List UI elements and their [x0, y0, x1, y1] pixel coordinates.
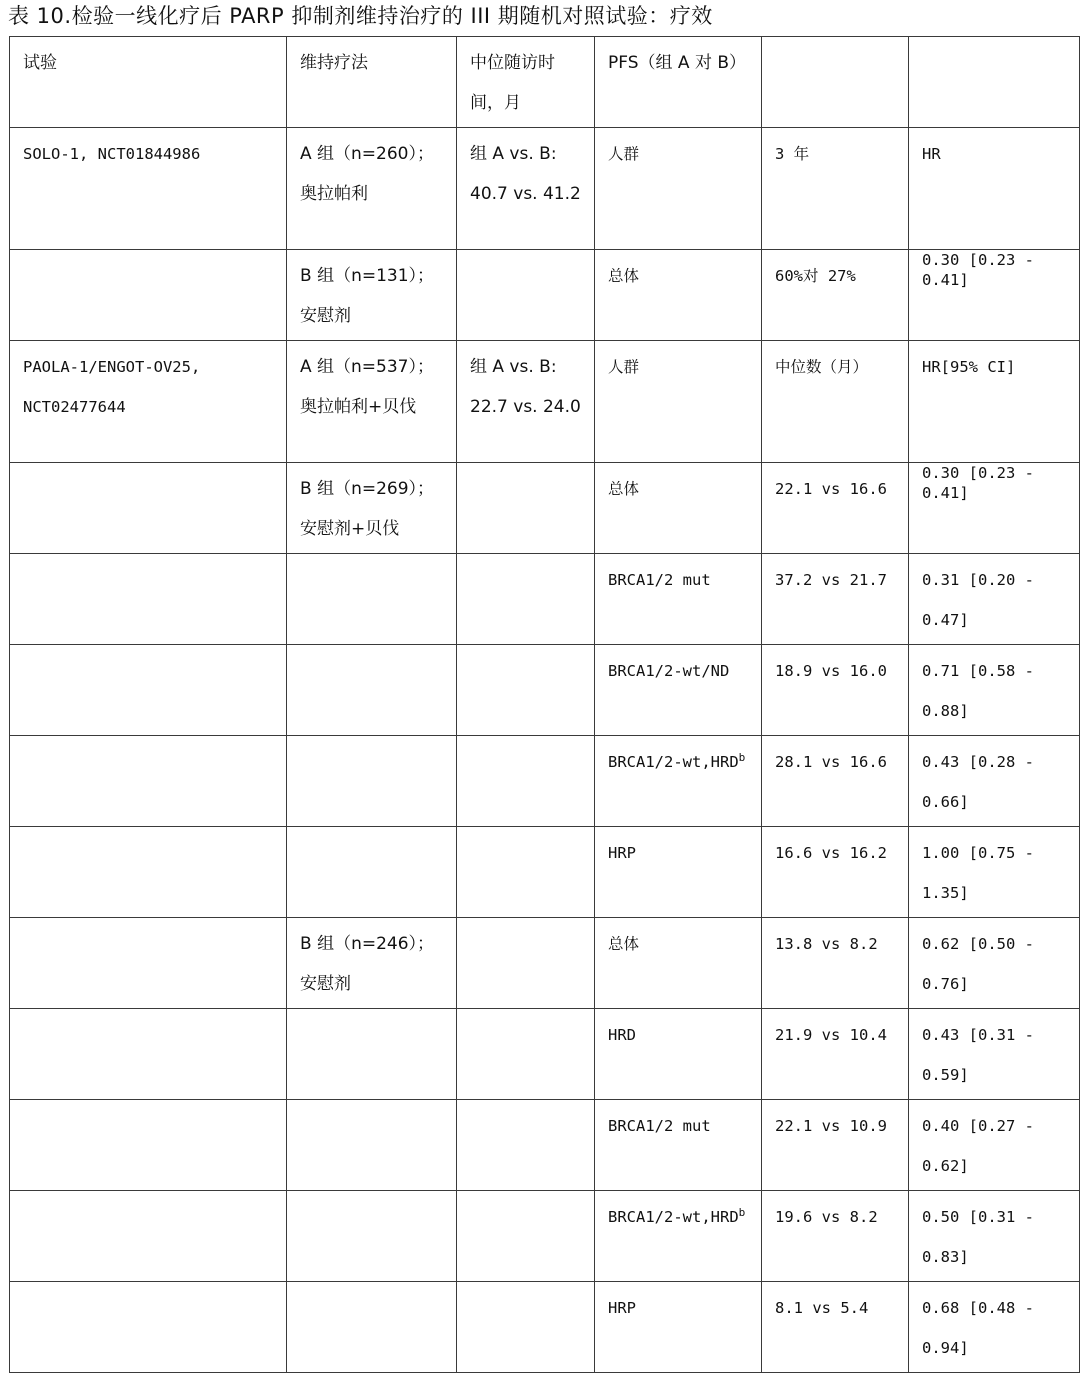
cell-hr: [909, 918, 1080, 1009]
cell-value: [762, 645, 909, 736]
cell-hr: [909, 736, 1080, 827]
cell-hr-text: HR[95% CI]: [922, 358, 1016, 376]
cell-value-text: 8.1 vs 5.4: [775, 1299, 869, 1317]
cell-therapy: [287, 1282, 457, 1373]
cell-hr-text: 0.43 [0.28 - 0.66]: [922, 753, 1034, 811]
cell-hr: [909, 827, 1080, 918]
cell-population: [595, 645, 762, 736]
cell-therapy: [287, 918, 457, 1009]
cell-trial: [10, 1191, 287, 1282]
cell-followup: [457, 1100, 595, 1191]
cell-population-text: HRD: [608, 1026, 636, 1044]
cell-followup: [457, 250, 595, 341]
cell-therapy-text: B 组（n=131）；安慰剂: [300, 266, 435, 326]
cell-population-text: BRCA1/2 mut: [608, 1117, 711, 1135]
cell-hr-text: 0.31 [0.20 - 0.47]: [922, 571, 1034, 629]
cell-hr-text: 1.00 [0.75 - 1.35]: [922, 844, 1034, 902]
header-cell-trial: 试验: [10, 37, 287, 128]
cell-hr: [909, 463, 1080, 554]
cell-followup: [457, 645, 595, 736]
header-cell-pfs: PFS（组 A 对 B）: [595, 37, 762, 128]
cell-population-text: 总体: [608, 267, 640, 285]
cell-value-text: 28.1 vs 16.6: [775, 753, 887, 771]
cell-population-text: HRP: [608, 1299, 636, 1317]
cell-hr: [909, 250, 1080, 341]
cell-population: [595, 128, 762, 250]
cell-population-text: BRCA1/2-wt,HRD: [608, 753, 739, 771]
table-row: [10, 341, 1080, 463]
header-cell-followup: 中位随访时间，月: [457, 37, 595, 128]
footnote-marker: b: [738, 750, 746, 764]
cell-followup: [457, 736, 595, 827]
cell-value: [762, 1191, 909, 1282]
table-row: [10, 1191, 1080, 1282]
cell-followup: [457, 1009, 595, 1100]
cell-population-text: 人群: [608, 145, 640, 163]
cell-therapy: [287, 128, 457, 250]
cell-value: [762, 341, 909, 463]
cell-trial: [10, 1282, 287, 1373]
cell-value: [762, 1009, 909, 1100]
header-cell-empty-2: [909, 37, 1080, 128]
cell-therapy: [287, 341, 457, 463]
cell-followup: [457, 1191, 595, 1282]
cell-population-text: HRP: [608, 844, 636, 862]
cell-value-text: 60%对 27%: [775, 267, 856, 285]
cell-value: [762, 554, 909, 645]
cell-therapy-text: B 组（n=269）；安慰剂+贝伐: [300, 479, 435, 539]
footnote-marker: b: [738, 1205, 746, 1219]
cell-hr-text: HR: [922, 145, 941, 163]
cell-hr-text: 0.43 [0.31 - 0.59]: [922, 1026, 1034, 1084]
cell-followup: [457, 827, 595, 918]
cell-population: [595, 554, 762, 645]
header-row: [10, 37, 1080, 128]
cell-followup: [457, 918, 595, 1009]
cell-therapy-text: B 组（n=246）；安慰剂: [300, 934, 435, 994]
cell-followup: [457, 1282, 595, 1373]
cell-trial: [10, 645, 287, 736]
cell-population: [595, 918, 762, 1009]
cell-value-text: 22.1 vs 10.9: [775, 1117, 887, 1135]
table-row: [10, 736, 1080, 827]
cell-trial: [10, 554, 287, 645]
cell-trial-text: PAOLA-1/ENGOT-OV25, NCT02477644: [23, 358, 201, 416]
efficacy-table: [9, 36, 1080, 1373]
cell-population-text: 人群: [608, 358, 640, 376]
cell-hr: [909, 1282, 1080, 1373]
cell-population-text: BRCA1/2-wt,HRD: [608, 1208, 739, 1226]
cell-population: [595, 1100, 762, 1191]
header-cell-therapy: 维持疗法: [287, 37, 457, 128]
cell-population-text: BRCA1/2-wt/ND: [608, 662, 730, 680]
cell-hr-text: 0.71 [0.58 - 0.88]: [922, 662, 1034, 720]
cell-trial: [10, 1100, 287, 1191]
cell-trial: [10, 128, 287, 250]
cell-population: [595, 736, 762, 827]
cell-value-text: 37.2 vs 21.7: [775, 571, 887, 589]
cell-population: [595, 250, 762, 341]
cell-hr: [909, 1009, 1080, 1100]
cell-value: [762, 918, 909, 1009]
cell-therapy: [287, 463, 457, 554]
cell-trial: [10, 463, 287, 554]
cell-followup: [457, 554, 595, 645]
cell-value: [762, 1100, 909, 1191]
header-cell-empty-1: [762, 37, 909, 128]
cell-therapy-text: A 组（n=537）；奥拉帕利+贝伐: [300, 357, 434, 417]
cell-hr: [909, 341, 1080, 463]
cell-followup: [457, 341, 595, 463]
cell-therapy-text: A 组（n=260）；奥拉帕利: [300, 144, 434, 204]
cell-therapy: [287, 1009, 457, 1100]
cell-followup: [457, 128, 595, 250]
cell-value-text: 22.1 vs 16.6: [775, 480, 887, 498]
cell-population: [595, 1282, 762, 1373]
cell-therapy: [287, 736, 457, 827]
cell-value: [762, 463, 909, 554]
cell-trial: [10, 736, 287, 827]
table-row: [10, 463, 1080, 554]
cell-therapy: [287, 250, 457, 341]
cell-followup: [457, 463, 595, 554]
cell-therapy: [287, 1100, 457, 1191]
cell-followup-text: 组 A vs. B: 22.7 vs. 24.0: [470, 357, 581, 417]
cell-followup-text: 组 A vs. B: 40.7 vs. 41.2: [470, 144, 581, 204]
cell-population-text: 总体: [608, 480, 640, 498]
cell-hr-text: 0.30 [0.23 - 0.41]: [922, 464, 1034, 502]
cell-therapy: [287, 645, 457, 736]
cell-trial: [10, 918, 287, 1009]
cell-value: [762, 128, 909, 250]
cell-value: [762, 250, 909, 341]
cell-population-text: 总体: [608, 935, 640, 953]
cell-value-text: 16.6 vs 16.2: [775, 844, 887, 862]
cell-hr-text: 0.30 [0.23 - 0.41]: [922, 251, 1034, 289]
cell-trial: [10, 250, 287, 341]
cell-hr-text: 0.68 [0.48 - 0.94]: [922, 1299, 1034, 1357]
cell-population: [595, 827, 762, 918]
cell-population: [595, 1191, 762, 1282]
table-row: [10, 554, 1080, 645]
table-row: [10, 827, 1080, 918]
table-row: [10, 918, 1080, 1009]
cell-value-text: 18.9 vs 16.0: [775, 662, 887, 680]
cell-hr-text: 0.40 [0.27 - 0.62]: [922, 1117, 1034, 1175]
table-row: [10, 1100, 1080, 1191]
table-row: [10, 645, 1080, 736]
cell-hr: [909, 1191, 1080, 1282]
table-row: [10, 1282, 1080, 1373]
cell-value: [762, 736, 909, 827]
cell-trial: [10, 341, 287, 463]
cell-value-text: 19.6 vs 8.2: [775, 1208, 878, 1226]
cell-population: [595, 1009, 762, 1100]
cell-population: [595, 463, 762, 554]
cell-therapy: [287, 1191, 457, 1282]
cell-population: [595, 341, 762, 463]
cell-trial: [10, 1009, 287, 1100]
table-row: [10, 1009, 1080, 1100]
cell-therapy: [287, 554, 457, 645]
cell-hr: [909, 1100, 1080, 1191]
cell-trial-text: SOLO-1, NCT01844986: [23, 145, 201, 163]
cell-hr: [909, 645, 1080, 736]
cell-value-text: 中位数（月）: [775, 358, 869, 376]
cell-hr: [909, 128, 1080, 250]
cell-value: [762, 827, 909, 918]
cell-population-text: BRCA1/2 mut: [608, 571, 711, 589]
cell-hr-text: 0.62 [0.50 - 0.76]: [922, 935, 1034, 993]
cell-therapy: [287, 827, 457, 918]
cell-hr: [909, 554, 1080, 645]
cell-value-text: 13.8 vs 8.2: [775, 935, 878, 953]
table-row: [10, 128, 1080, 250]
cell-value-text: 3 年: [775, 145, 810, 163]
table-row: [10, 250, 1080, 341]
cell-value: [762, 1282, 909, 1373]
cell-value-text: 21.9 vs 10.4: [775, 1026, 887, 1044]
cell-hr-text: 0.50 [0.31 - 0.83]: [922, 1208, 1034, 1266]
table-title: 表 10.检验一线化疗后 PARP 抑制剂维持治疗的 III 期随机对照试验：疗效: [8, 4, 713, 28]
cell-trial: [10, 827, 287, 918]
